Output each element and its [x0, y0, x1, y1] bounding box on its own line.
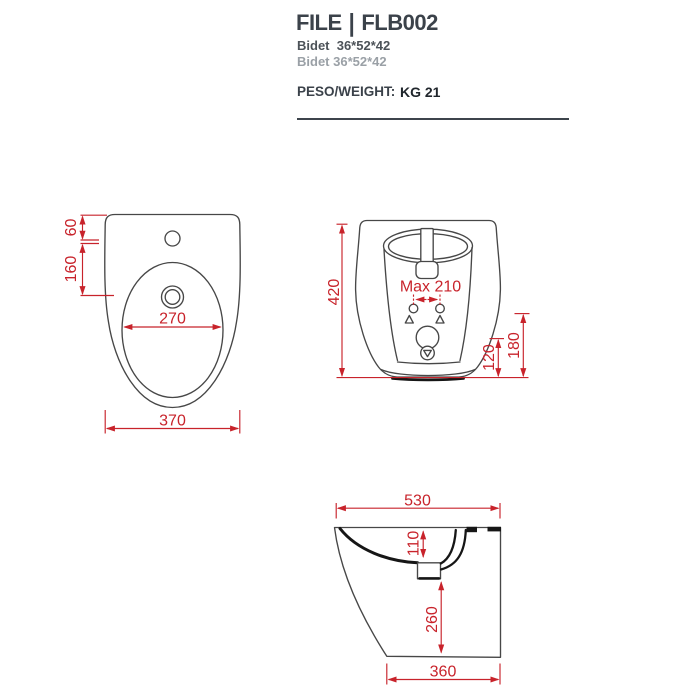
side-view-drawing — [280, 480, 660, 700]
drain-box — [418, 563, 441, 579]
base-shadow — [393, 378, 464, 380]
dim-label-110: 110 — [405, 530, 423, 557]
deck-section-right — [488, 527, 502, 532]
deck-section-left — [467, 527, 478, 532]
dim-label-530: 530 — [404, 492, 431, 510]
dim-label-160: 160 — [63, 255, 80, 283]
front-view-drawing — [320, 195, 540, 395]
dim-label-370: 370 — [159, 412, 186, 430]
product-subtitle-secondary: Bidet 36*52*42 — [297, 54, 387, 69]
dim-label-360: 360 — [429, 663, 457, 681]
dim-label-180: 180 — [506, 332, 523, 359]
header-divider-line — [297, 118, 569, 120]
dim-label-60: 60 — [63, 218, 80, 237]
dim-label-120: 120 — [481, 344, 498, 371]
top-view-drawing — [50, 200, 260, 445]
product-title — [296, 8, 438, 37]
overflow-circle — [416, 326, 439, 349]
dim-label-420: 420 — [326, 278, 343, 306]
title-divider: | — [348, 8, 355, 37]
faucet-notch — [416, 262, 438, 279]
tap-hole-right — [436, 304, 445, 313]
basin-oval — [122, 263, 223, 398]
weight-row — [297, 85, 440, 99]
dim-label-max210: Max 210 — [399, 278, 462, 296]
drain-symbol-circle — [421, 346, 435, 360]
faucet-hole — [165, 231, 180, 246]
dim-label-270: 270 — [159, 310, 186, 328]
title-code: FLB002 — [361, 10, 438, 35]
title-file: FILE — [296, 10, 342, 35]
dim-label-260: 260 — [424, 606, 441, 633]
weight-label: PESO/WEIGHT: — [297, 84, 396, 99]
tap-hole-left — [409, 304, 418, 313]
product-subtitle-primary: Bidet 36*52*42 — [297, 38, 391, 53]
weight-value: KG 21 — [400, 84, 441, 100]
faucet-tab — [421, 229, 433, 265]
